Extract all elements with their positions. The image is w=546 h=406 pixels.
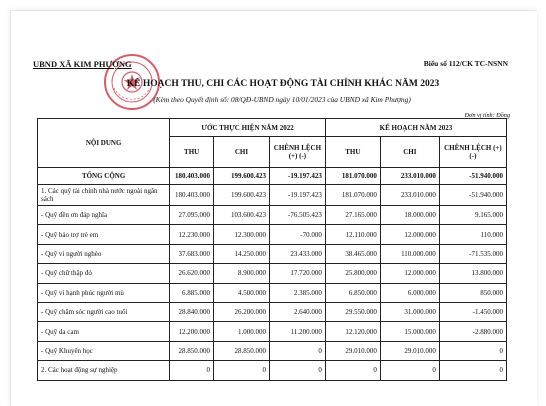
row-chi-2023: 15.000.000 [380, 322, 439, 341]
table-row [38, 244, 507, 263]
row-label: - Quỹ vì người nghèo [38, 244, 170, 263]
row-label: - Quỹ vì hạnh phúc người mù [38, 283, 170, 302]
row-chi-2022: 8.900.000 [213, 264, 269, 283]
row-cl-2022: -19.197.423 [269, 185, 325, 206]
row-chi-2023: 0 [380, 361, 439, 380]
row-thu-2023: 12.120.000 [325, 322, 380, 341]
row-chi-2022: 103.600.423 [213, 206, 269, 225]
row-cl-2022: 11.200.000 [269, 322, 325, 341]
row-thu-2023: 181.070.000 [325, 185, 380, 206]
document-number: Biểu số 112/CK TC-NSNN [423, 59, 508, 68]
total-label: TỔNG CỘNG [38, 168, 170, 185]
row-chi-2022: 26.200.000 [213, 302, 269, 321]
table-row [38, 283, 507, 302]
table-row [38, 185, 507, 206]
row-thu-2023: 25.800.000 [325, 264, 380, 283]
header-thu-2022: THU [170, 137, 214, 168]
row-chi-2023: 12.000.000 [380, 264, 439, 283]
row-cl-2022: 0 [269, 361, 325, 380]
total-chi-2022: 199.600.423 [213, 168, 269, 185]
row-cl-2022: 0 [269, 341, 325, 360]
row-thu-2022: 12.200.000 [170, 322, 214, 341]
row-thu-2023: 29.550.000 [325, 302, 380, 321]
row-cl-2023: 0 [439, 341, 506, 360]
row-label: - Quỹ đền ơn đáp nghĩa [38, 206, 170, 225]
row-cl-2023: 0 [439, 361, 506, 380]
header-chi-2023: CHI [380, 137, 439, 168]
row-cl-2023: -2.880.000 [439, 322, 506, 341]
row-cl-2023: 110.000 [439, 225, 506, 244]
unit-note: Đơn vị tính: Đồng [464, 112, 510, 119]
header-chenh-lech-2023: CHÊNH LỆCH (+) (-) [439, 137, 506, 168]
row-label: - Quỹ bảo trợ trẻ em [38, 225, 170, 244]
row-chi-2022: 4.500.000 [213, 283, 269, 302]
header-chi-2022: CHI [213, 137, 269, 168]
row-label: - Quỹ Khuyến học [38, 341, 170, 360]
row-chi-2022: 28.850.000 [213, 341, 269, 360]
row-cl-2022: 2.385.000 [269, 283, 325, 302]
row-chi-2023: 29.010.000 [380, 341, 439, 360]
row-cl-2022: 17.720.000 [269, 264, 325, 283]
table-row [38, 206, 507, 225]
header-chenh-lech-2022: CHÊNH LỆCH (+) (-) [269, 137, 325, 168]
row-cl-2022: -76.505.423 [269, 206, 325, 225]
total-chi-2023: 233.010.000 [380, 168, 439, 185]
header-group-2022: ƯỚC THỰC HIỆN NĂM 2022 [170, 119, 326, 137]
row-label: 1. Các quỹ tài chính nhà nước ngoài ngân sách [38, 185, 170, 206]
row-thu-2023: 29.010.000 [325, 341, 380, 360]
document-title: KẾ HOẠCH THU, CHI CÁC HOẠT ĐỘNG TÀI CHÍNH KHÁC NĂM 2023 [126, 79, 440, 89]
table-row [38, 341, 507, 360]
total-cl-2023: -51.940.000 [439, 168, 506, 185]
row-chi-2023: 12.000.000 [380, 225, 439, 244]
table-header-row-1 [38, 119, 507, 137]
row-thu-2022: 28.850.000 [170, 341, 214, 360]
table-row [38, 302, 507, 321]
row-label: - Quỹ chăm sóc người cao tuổi [38, 302, 170, 321]
row-chi-2023: 6.000.000 [380, 283, 439, 302]
row-chi-2023: 110.000.000 [380, 244, 439, 263]
row-chi-2022: 1.000.000 [213, 322, 269, 341]
row-cl-2022: 2.640.000 [269, 302, 325, 321]
row-thu-2023: 38.465.000 [325, 244, 380, 263]
total-thu-2022: 180.403.000 [170, 168, 214, 185]
row-thu-2023: 27.165.000 [325, 206, 380, 225]
row-cl-2023: 850.000 [439, 283, 506, 302]
header-thu-2023: THU [325, 137, 380, 168]
organization-name: UBND XÃ KIM PHƯỢNG [33, 59, 132, 69]
row-chi-2023: 31.000.000 [380, 302, 439, 321]
row-cl-2023: -1.450.000 [439, 302, 506, 321]
row-thu-2022: 180.403.000 [170, 185, 214, 206]
total-thu-2023: 181.070.000 [325, 168, 380, 185]
row-chi-2023: 233.010.000 [380, 185, 439, 206]
row-cl-2023: 13.800.000 [439, 264, 506, 283]
row-chi-2022: 12.300.000 [213, 225, 269, 244]
row-label: - Quỹ da cam [38, 322, 170, 341]
row-thu-2022: 12.230.000 [170, 225, 214, 244]
row-thu-2023: 12.110.000 [325, 225, 380, 244]
document-subtitle: (Kèm theo Quyết định số: 08/QĐ-UBND ngày 10/01/2023 của UBND xã Kim Phượng) [153, 95, 411, 104]
row-chi-2022: 14.250.000 [213, 244, 269, 263]
table-row [38, 361, 507, 380]
row-chi-2023: 18.000.000 [380, 206, 439, 225]
row-thu-2022: 6.885.000 [170, 283, 214, 302]
row-cl-2023: -71.535.000 [439, 244, 506, 263]
row-cl-2022: 23.433.000 [269, 244, 325, 263]
header-group-2023: KẾ HOẠCH NĂM 2023 [325, 119, 506, 137]
table-row [38, 225, 507, 244]
row-thu-2022: 28.840.000 [170, 302, 214, 321]
row-thu-2023: 6.850.000 [325, 283, 380, 302]
header-content: NỘI DUNG [38, 119, 170, 168]
total-row [38, 168, 507, 185]
row-chi-2022: 0 [213, 361, 269, 380]
row-chi-2022: 199.600.423 [213, 185, 269, 206]
total-cl-2022: -19.197.423 [269, 168, 325, 185]
row-thu-2022: 27.095.000 [170, 206, 214, 225]
row-cl-2022: -70.000 [269, 225, 325, 244]
row-cl-2023: -51.940.000 [439, 185, 506, 206]
table-row [38, 322, 507, 341]
finance-table [37, 118, 507, 381]
table-row [38, 264, 507, 283]
row-thu-2022: 0 [170, 361, 214, 380]
row-cl-2023: 9.165.000 [439, 206, 506, 225]
row-thu-2023: 0 [325, 361, 380, 380]
row-thu-2022: 26.620.000 [170, 264, 214, 283]
row-label: - Quỹ chữ thập đỏ [38, 264, 170, 283]
row-thu-2022: 37.683.000 [170, 244, 214, 263]
row-label: 2. Các hoạt động sự nghiệp [38, 361, 170, 380]
